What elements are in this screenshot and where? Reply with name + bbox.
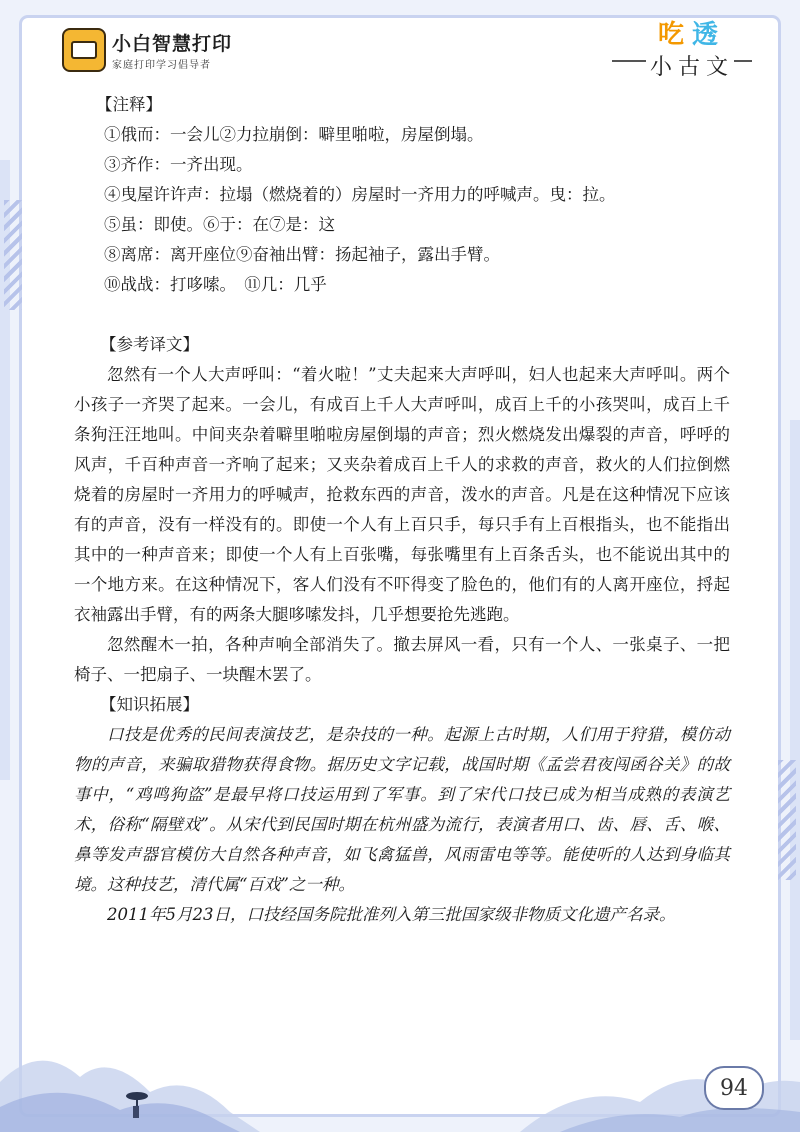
brand-subtitle: 小古文 [650,55,735,80]
logo-subtitle: 家庭打印学习倡导者 [112,60,211,71]
right-stripe-decoration [778,760,796,880]
note-line: ④曳屋许许声：拉塌（燃烧着的）房屋时一齐用力的呼喊声。曳：拉。 [104,185,616,204]
logo-title: 小白智慧打印 [112,33,233,55]
note-line: ⑧离席：离开座位⑨奋袖出臂：扬起袖子，露出手臂。 [104,245,500,264]
mountain-decoration [0,1022,800,1132]
left-stripe-decoration [4,200,22,310]
translation-heading: 【参考译文】 [100,335,199,354]
brand-char-tou: 透 [692,20,719,50]
page-content [74,90,730,930]
note-line: ③齐作：一齐出现。 [104,155,253,174]
translation-paragraph: 忽然有一个人大声呼叫：“着火啦！”丈夫起来大声呼叫，妇人也起来大声呼叫。两个小孩子一齐哭了起来。一会儿，有成百上千人大声呼叫，成百上千的小孩哭叫，成百上千条狗汪汪地叫。中间夹杂着噼里啪啦房屋倒塌的声音；烈火燃烧发出爆裂的声音，呼呼的风声，千百种声音一齐响了起来；又夹杂着成百上千人的求救的声音，救火的人们拉倒燃烧着的房屋时一齐用力的呼喊声，抢救东西的声音，泼水的声音。凡是在这种情况下应该有的声音，没有一样没有的。即使一个人有上百只手，每只手有上百根指头，也不能指出其中的一种声音来；即使一个人有上百张嘴，每张嘴里有上百条舌头，也不能说出其中的一个地方来。在这种情况下，客人们没有不吓得变了脸色的，他们有的人离开座位，捋起衣袖露出手臂，有的两条大腿哆嗦发抖，几乎想要抢先逃跑。 [74,365,730,624]
brand-line-left [612,60,646,62]
note-line: ⑩战战：打哆嗦。 ⑪几：几乎 [104,275,327,294]
notes-heading: 【注释】 [96,95,162,114]
knowledge-heading: 【知识拓展】 [100,695,199,714]
series-brand [612,14,752,82]
note-line: ⑤虽：即使。⑥于：在⑦是：这 [104,215,335,234]
brand-line-right [734,60,752,62]
printer-icon [62,28,106,72]
publisher-logo [62,28,232,72]
page-number: 94 [704,1066,764,1110]
right-edge-band [790,420,800,1040]
note-line: ①俄而：一会儿②力拉崩倒：噼里啪啦，房屋倒塌。 [104,125,484,144]
knowledge-paragraph: 口技是优秀的民间表演技艺，是杂技的一种。起源上古时期，人们用于狩猎，模仿动物的声音，来骗取猎物获得食物。据历史文字记载，战国时期《孟尝君夜闯函谷关》的故事中，“鸡鸣狗盗”是最早将口技运用到了军事。到了宋代口技已成为相当成熟的表演艺术，俗称“隔壁戏”。从宋代到民国时期在杭州盛为流行，表演者用口、齿、唇、舌、喉、鼻等发声器官模仿大自然各种声音，如飞禽猛兽，风雨雷电等等。能使听的人达到身临其境。这种技艺，清代属“百戏”之一种。 [74,725,730,894]
knowledge-paragraph: 2011年5月23日，口技经国务院批准列入第三批国家级非物质文化遗产名录。 [107,905,676,924]
brand-char-chi: 吃 [658,20,685,50]
translation-paragraph: 忽然醒木一拍，各种声响全部消失了。撤去屏风一看，只有一个人、一张桌子、一把椅子、一把扇子、一块醒木罢了。 [74,635,730,684]
